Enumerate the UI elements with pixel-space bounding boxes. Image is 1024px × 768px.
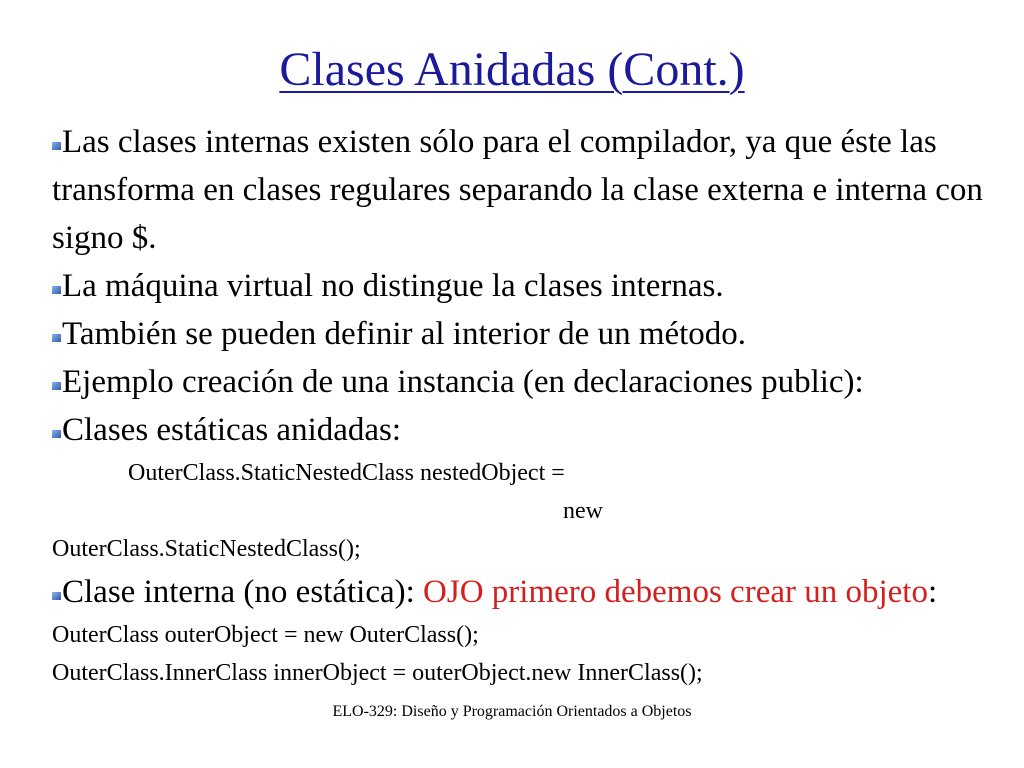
- code-line-2: new: [563, 498, 603, 524]
- bullet-icon: [52, 142, 61, 150]
- slide-footer: [0, 702, 1024, 722]
- slide-title: Clases Anidadas (Cont.): [279, 43, 745, 96]
- footer-text: ELO-329: Diseño y Programación Orientados a Objetos: [332, 703, 692, 720]
- bullet-paragraph-4: [52, 358, 1002, 406]
- bullet-paragraph-6: [52, 568, 1002, 616]
- bullet-icon: [52, 382, 61, 390]
- bullet-icon: [52, 592, 61, 600]
- code-line-3: OuterClass.StaticNestedClass();: [52, 536, 361, 562]
- bullet-icon: [52, 286, 61, 294]
- paragraph-1-text: Las clases internas existen sólo para el compilador, ya que éste las transforma en clases regulares separando la clase externa e interna con signo $.: [52, 124, 983, 256]
- bullet-paragraph-2: [52, 262, 1002, 310]
- bullet-paragraph-5: [52, 406, 1002, 454]
- bullet-icon: [52, 334, 61, 342]
- bullet-icon: [52, 430, 61, 438]
- paragraph-3-text: También se pueden definir al interior de un método.: [62, 316, 747, 352]
- slide-body: [52, 118, 1002, 692]
- paragraph-4-text: Ejemplo creación de una instancia (en declaraciones public):: [62, 364, 864, 400]
- paragraph-5-text: Clases estáticas anidadas:: [62, 412, 402, 448]
- code-line-1: OuterClass.StaticNestedClass nestedObject =: [128, 460, 565, 486]
- bullet-paragraph-3: [52, 310, 1002, 358]
- paragraph-6-highlight: OJO primero debemos crear un objeto: [423, 574, 928, 610]
- code-line-5: OuterClass.InnerClass innerObject = outerObject.new InnerClass();: [52, 660, 703, 686]
- paragraph-6-suffix: :: [927, 574, 938, 610]
- bullet-paragraph-1: [52, 118, 1002, 262]
- paragraph-2-text: La máquina virtual no distingue la clases internas.: [62, 268, 724, 304]
- code-line-4: OuterClass outerObject = new OuterClass();: [52, 622, 479, 648]
- paragraph-6-prefix: Clase interna (no estática):: [62, 574, 424, 610]
